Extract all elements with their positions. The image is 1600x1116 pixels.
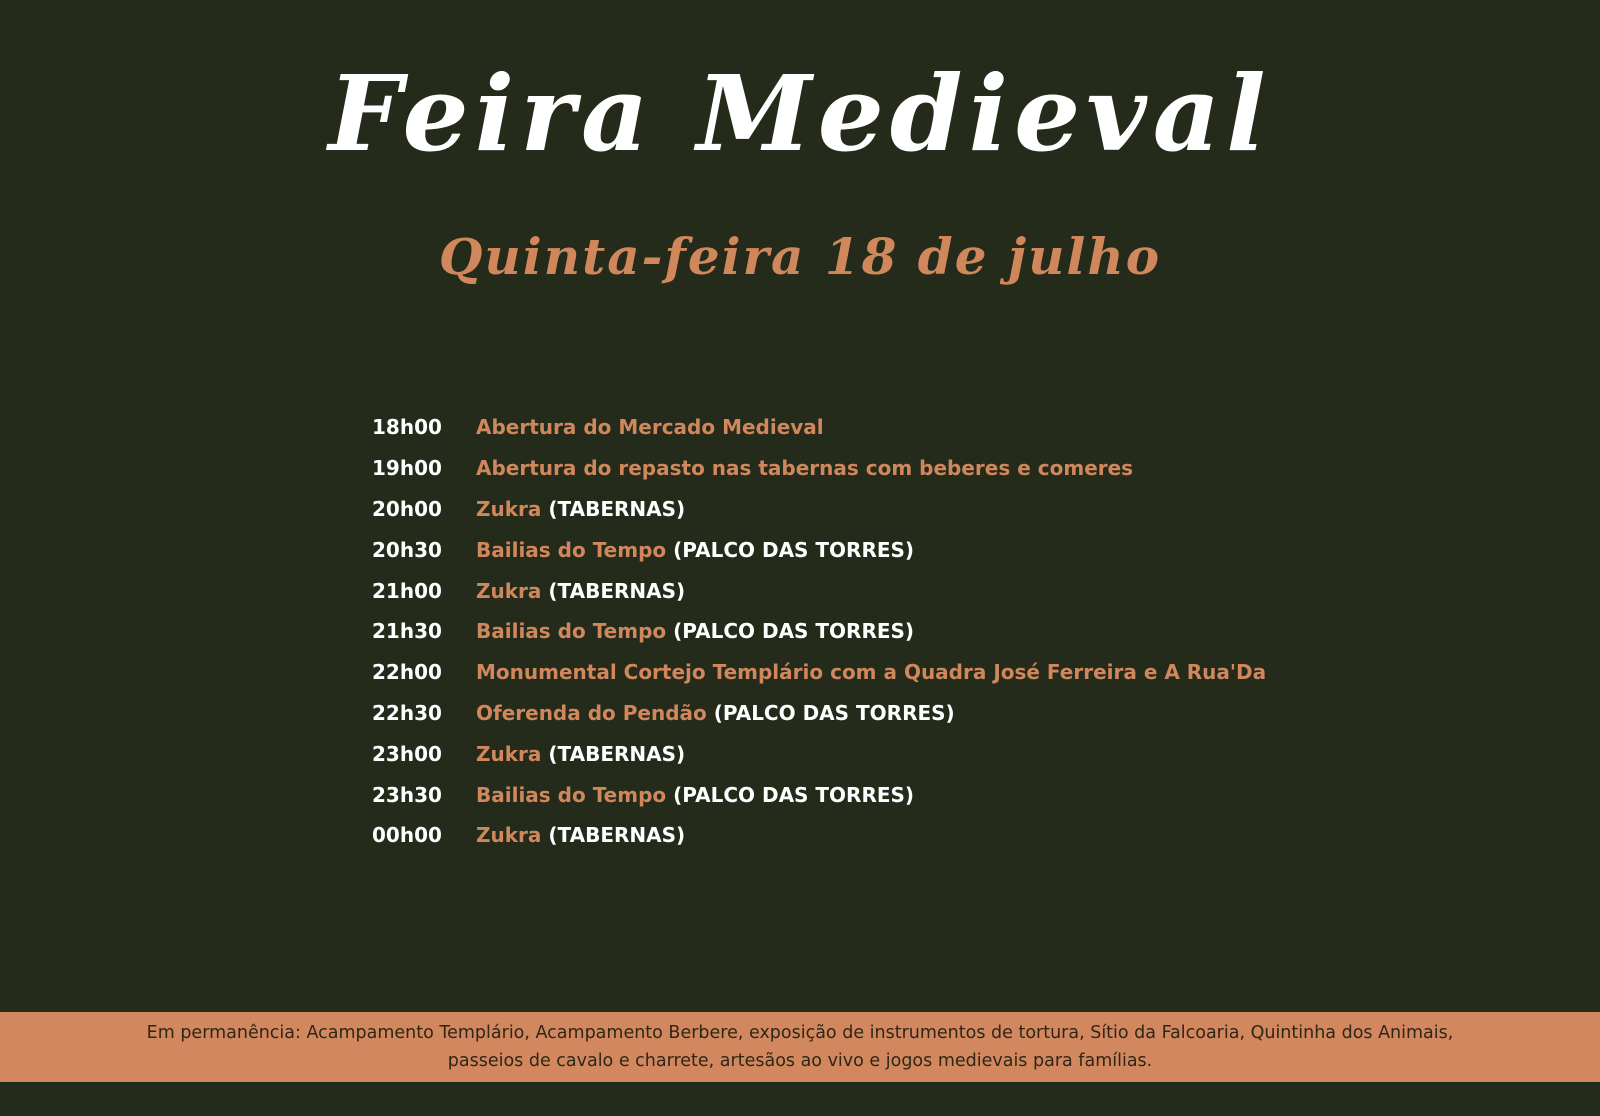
schedule-time: 23h00 [372,741,442,766]
schedule-event: Zukra [476,823,542,848]
schedule-row [372,693,1372,734]
schedule-event: Abertura do Mercado Medieval [476,415,824,440]
schedule-time: 00h00 [372,823,442,848]
schedule-row [372,529,1372,570]
schedule-venue: (PALCO DAS TORRES) [673,619,915,644]
schedule-venue: (PALCO DAS TORRES) [673,537,915,562]
schedule-time: 22h30 [372,700,442,725]
schedule-event: Bailias do Tempo [476,782,667,807]
schedule-row [372,652,1372,693]
schedule-row [372,489,1372,530]
schedule-list [372,407,1372,856]
schedule-event: Monumental Cortejo Templário com a Quadra José Ferreira e A Rua'Da [476,660,1267,685]
schedule-row [372,733,1372,774]
schedule-row [372,570,1372,611]
page-title: Feira Medieval [328,52,1272,175]
schedule-venue: (PALCO DAS TORRES) [713,700,955,725]
schedule-event: Zukra [476,496,542,521]
schedule-event: Bailias do Tempo [476,537,667,562]
schedule-venue: (TABERNAS) [548,578,686,603]
schedule-row [372,407,1372,448]
permanent-activities-line-2: passeios de cavalo e charrete, artesãos ao vivo e jogos medievais para famílias. [447,1051,1153,1071]
schedule-venue: (TABERNAS) [548,496,686,521]
schedule-time: 23h30 [372,782,442,807]
schedule-event: Zukra [476,741,542,766]
permanent-activities-line-1: Em permanência: Acampamento Templário, Acampamento Berbere, exposição de instrumentos de tortura, Sítio da Falcoaria, Quintinha dos Animais, [146,1023,1454,1043]
schedule-time: 21h30 [372,619,442,644]
schedule-time: 21h00 [372,578,442,603]
permanent-activities-banner [0,1012,1600,1082]
schedule-row [372,611,1372,652]
event-date: Quinta-feira 18 de julho [438,227,1162,286]
schedule-time: 22h00 [372,660,442,685]
schedule-event: Zukra [476,578,542,603]
schedule-time: 20h30 [372,537,442,562]
schedule-time: 20h00 [372,496,442,521]
schedule-venue: (TABERNAS) [548,741,686,766]
schedule-event: Abertura do repasto nas tabernas com beberes e comeres [476,456,1134,481]
schedule-event: Oferenda do Pendão [476,700,707,725]
schedule-venue: (TABERNAS) [548,823,686,848]
schedule-row [372,815,1372,856]
schedule-row [372,448,1372,489]
schedule-time: 18h00 [372,415,442,440]
schedule-row [372,774,1372,815]
schedule-event: Bailias do Tempo [476,619,667,644]
schedule-venue: (PALCO DAS TORRES) [673,782,915,807]
schedule-time: 19h00 [372,456,442,481]
